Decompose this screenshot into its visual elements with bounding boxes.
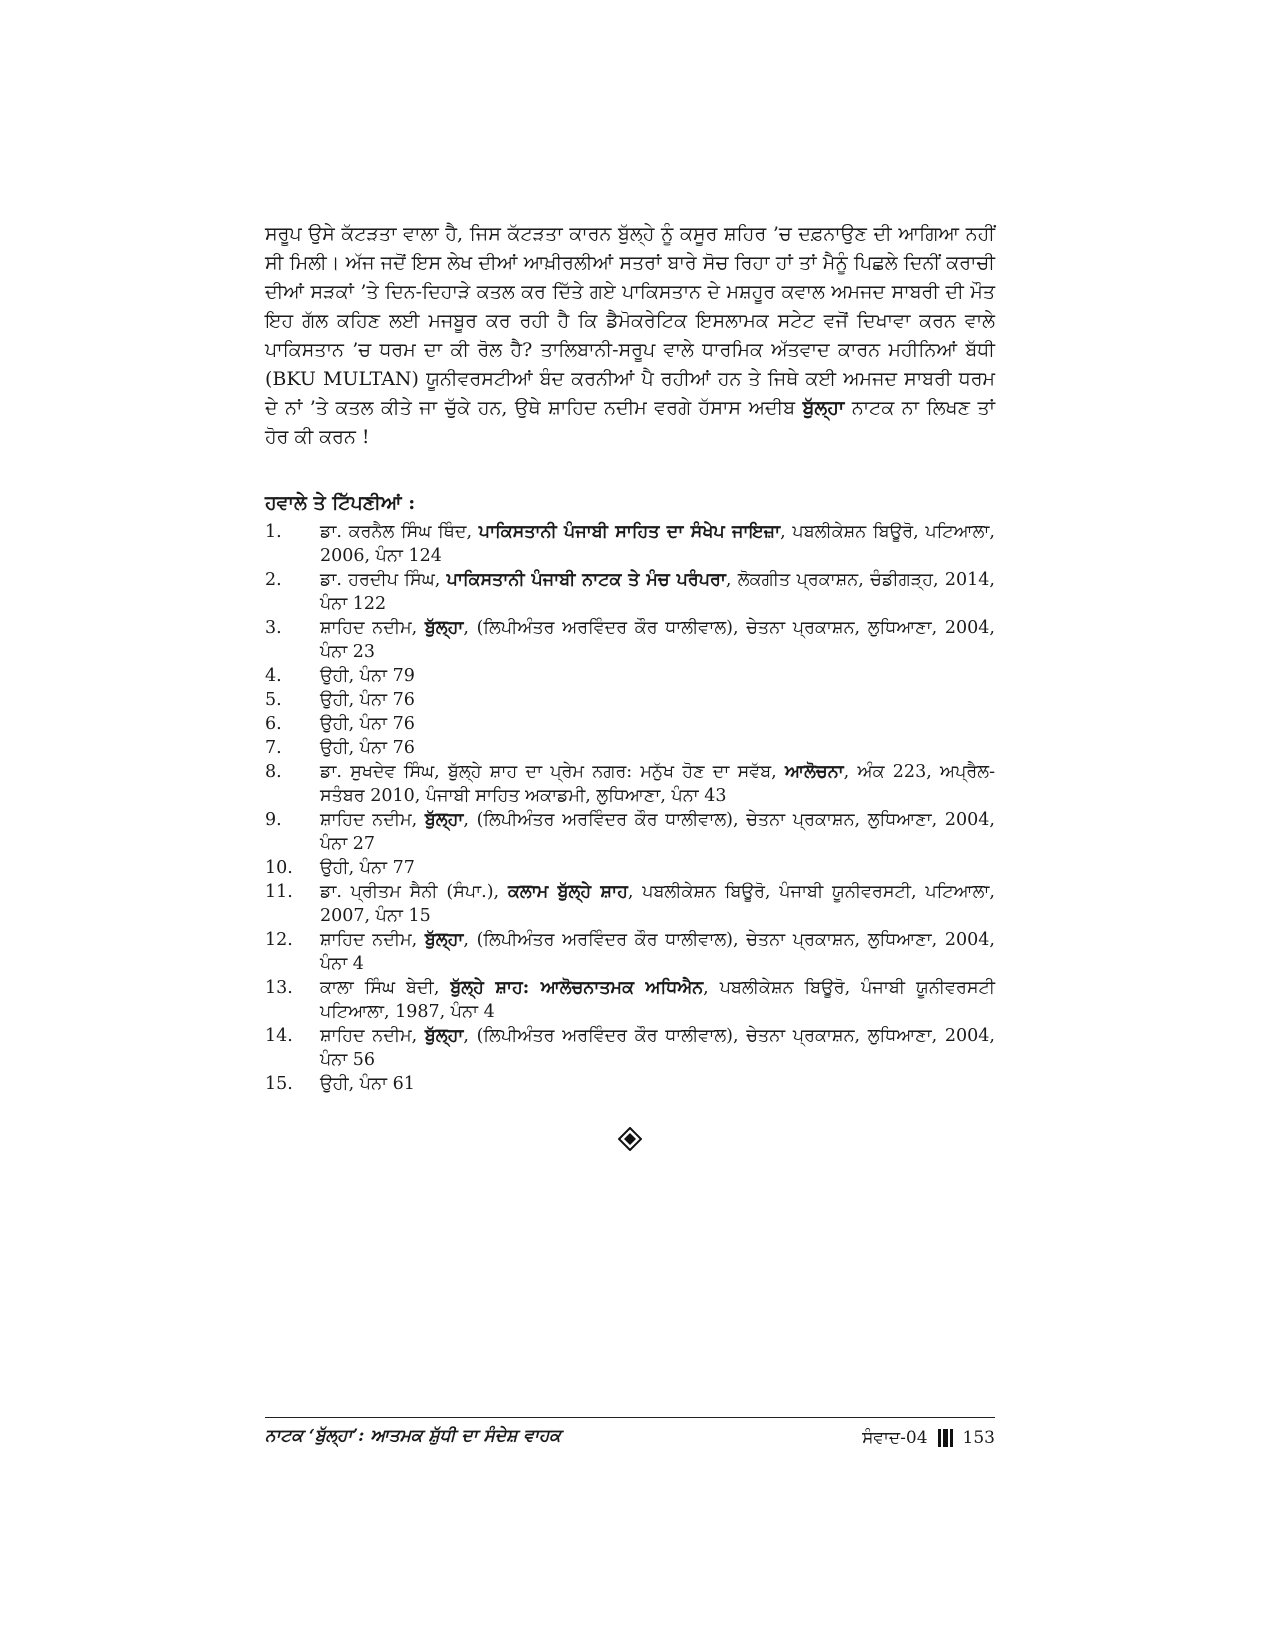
diamond-ornament-icon — [618, 1127, 642, 1151]
reference-item — [265, 856, 995, 880]
reference-text-post: , ਪਬਲੀਕੇਸ਼ਨ ਬਿਊਰੋ, ਪਟਿਆਲਾ, 2006, ਪੰਨਾ 124 — [320, 522, 995, 566]
reference-title-bold: ਬੁੱਲ੍ਹਾ — [424, 1026, 464, 1046]
reference-text-post: , ਅੰਕ 223, ਅਪ੍ਰੈਲ-ਸਤੰਬਰ 2010, ਪੰਜਾਬੀ ਸਾਹਿਤ ਅਕਾਡਮੀ, ਲੁਧਿਆਣਾ, ਪੰਨਾ 43 — [320, 762, 995, 806]
vertical-bars-icon — [938, 1429, 953, 1447]
reference-number: 12. — [265, 930, 293, 950]
page-number: 153 — [962, 1428, 995, 1448]
reference-text — [320, 736, 995, 760]
reference-number: 8. — [265, 762, 282, 782]
reference-number: 14. — [265, 1026, 293, 1046]
body-text-start: ਸਰੂਪ ਉਸੇ ਕੱਟੜਤਾ ਵਾਲਾ ਹੈ, ਜਿਸ ਕੱਟੜਤਾ ਕਾਰਨ ਬੁੱਲ੍ਹੇ ਨੂੰ ਕਸੂਰ ਸ਼ਹਿਰ ’ਚ ਦਫ਼ਨਾਉਣ ਦੀ ਆਗਿਆ ਨਹੀਂ ਸੀ ਮਿਲੀ। ਅੱਜ ਜਦੋਂ ਇਸ ਲੇਖ ਦੀਆਂ ਆਖ਼ੀਰਲੀਆਂ ਸਤਰਾਂ ਬਾਰੇ ਸੋਚ ਰਿਹਾ ਹਾਂ ਤਾਂ ਮੈਨੂੰ ਪਿਛਲੇ ਦਿਨੀਂ ਕਰਾਚੀ ਦੀਆਂ ਸੜਕਾਂ ’ਤੇ ਦਿਨ-ਦਿਹਾੜੇ ਕਤਲ ਕਰ ਦਿੱਤੇ ਗਏ ਪਾਕਿਸਤਾਨ ਦੇ ਮਸ਼ਹੂਰ ਕਵਾਲ ਅਮਜਦ ਸਾਬਰੀ ਦੀ ਮੌਤ ਇਹ ਗੱਲ ਕਹਿਣ ਲਈ ਮਜਬੂਰ ਕਰ ਰਹੀ ਹੈ ਕਿ ਡੈਮੋਕਰੇਟਿਕ ਇਸਲਾਮਕ ਸਟੇਟ ਵਜੋਂ ਦਿਖਾਵਾ ਕਰਨ ਵਾਲੇ ਪਾਕਿਸਤਾਨ ’ਚ ਧਰਮ ਦਾ ਕੀ ਰੋਲ ਹੈ? ਤਾਲਿਬਾਨੀ-ਸਰੂਪ ਵਾਲੇ ਧਾਰਮਿਕ ਅੱਤਵਾਦ ਕਾਰਨ ਮਹੀਨਿਆਂ ਬੱਧੀ (BKU MULTAN) ਯੂਨੀਵਰਸਟੀਆਂ ਬੰਦ ਕਰਨੀਆਂ ਪੈ ਰਹੀਆਂ ਹਨ ਤੇ ਜਿਥੇ ਕਈ ਅਮਜਦ ਸਾਬਰੀ ਧਰਮ ਦੇ ਨਾਂ ’ਤੇ ਕਤਲ ਕੀਤੇ ਜਾ ਚੁੱਕੇ ਹਨ, ਉਥੇ ਸ਼ਾਹਿਦ ਨਦੀਮ ਵਰਗੇ ਹੱਸਾਸ ਅਦੀਬ — [265, 223, 995, 419]
reference-title-bold: ਬੁੱਲ੍ਹਾ — [424, 618, 464, 638]
reference-item — [265, 520, 995, 568]
reference-text-pre: ਡਾ. ਹਰਦੀਪ ਸਿੰਘ, — [320, 570, 447, 590]
body-paragraph — [265, 220, 995, 452]
reference-text — [320, 664, 995, 688]
reference-item — [265, 736, 995, 760]
reference-text-post: , ਲੋਕਗੀਤ ਪ੍ਰਕਾਸ਼ਨ, ਚੰਡੀਗੜ੍ਹ, 2014, ਪੰਨਾ 122 — [320, 570, 995, 614]
body-text-bold-title: ਬੁੱਲ੍ਹਾ — [802, 397, 845, 419]
reference-text-post: , ਪਬਲੀਕੇਸ਼ਨ ਬਿਊਰੋ, ਪੰਜਾਬੀ ਯੂਨੀਵਰਸਟੀ ਪਟਿਆਲਾ, 1987, ਪੰਨਾ 4 — [320, 978, 996, 1022]
reference-text-post: , (ਲਿਪੀਅੰਤਰ ਅਰਵਿੰਦਰ ਕੌਰ ਧਾਲੀਵਾਲ), ਚੇਤਨਾ ਪ੍ਰਕਾਸ਼ਨ, ਲੁਧਿਆਣਾ, 2004, ਪੰਨਾ 23 — [320, 618, 995, 662]
reference-number: 15. — [265, 1074, 293, 1094]
reference-item — [265, 928, 995, 976]
reference-title-bold: ਬੁੱਲ੍ਹਾ — [424, 930, 464, 950]
reference-text-pre: ਉਹੀ, ਪੰਨਾ 76 — [320, 690, 415, 710]
footer-rule — [265, 1417, 995, 1418]
reference-item — [265, 712, 995, 736]
journal-name: ਸੰਵਾਦ-04 — [862, 1428, 928, 1448]
footer-running-title: ਨਾਟਕ ‘ਬੁੱਲ੍ਹਾ’: ਆਤਮਕ ਸ਼ੁੱਧੀ ਦਾ ਸੰਦੇਸ਼ ਵਾਹਕ — [265, 1426, 561, 1446]
reference-number: 3. — [265, 618, 282, 638]
reference-number: 11. — [265, 882, 293, 902]
reference-text — [320, 1024, 995, 1072]
reference-number: 6. — [265, 714, 282, 734]
reference-item — [265, 1072, 995, 1096]
reference-text — [320, 568, 995, 616]
body-text-end: ਨਾਟਕ ਨਾ ਲਿਖਣ ਤਾਂ ਹੋਰ ਕੀ ਕਰਨ ! — [265, 397, 995, 448]
reference-title-bold: ਪਾਕਿਸਤਾਨੀ ਪੰਜਾਬੀ ਨਾਟਕ ਤੇ ਮੰਚ ਪਰੰਪਰਾ — [446, 570, 726, 590]
reference-item — [265, 616, 995, 664]
reference-number: 10. — [265, 858, 293, 878]
reference-text — [320, 520, 995, 568]
reference-text-pre: ਉਹੀ, ਪੰਨਾ 61 — [320, 1074, 415, 1094]
reference-text-pre: ਸ਼ਾਹਿਦ ਨਦੀਮ, — [320, 1026, 425, 1046]
reference-text-pre: ਸ਼ਾਹਿਦ ਨਦੀਮ, — [320, 618, 425, 638]
reference-item — [265, 808, 995, 856]
reference-text — [320, 808, 995, 856]
reference-text-post: , (ਲਿਪੀਅੰਤਰ ਅਰਵਿੰਦਰ ਕੌਰ ਧਾਲੀਵਾਲ), ਚੇਤਨਾ ਪ੍ਰਕਾਸ਼ਨ, ਲੁਧਿਆਣਾ, 2004, ਪੰਨਾ 56 — [320, 1026, 995, 1070]
reference-text-pre: ਡਾ. ਪ੍ਰੀਤਮ ਸੈਨੀ (ਸੰਪਾ.), — [320, 882, 508, 902]
reference-text-pre: ਡਾ. ਕਰਨੈਲ ਸਿੰਘ ਥਿੰਦ, — [320, 522, 479, 542]
reference-title-bold: ਪਾਕਿਸਤਾਨੀ ਪੰਜਾਬੀ ਸਾਹਿਤ ਦਾ ਸੰਖੇਪ ਜਾਇਜ਼ਾ — [478, 522, 781, 542]
reference-number: 13. — [265, 978, 293, 998]
references-list — [265, 520, 995, 1096]
reference-text-post: , (ਲਿਪੀਅੰਤਰ ਅਰਵਿੰਦਰ ਕੌਰ ਧਾਲੀਵਾਲ), ਚੇਤਨਾ ਪ੍ਰਕਾਸ਼ਨ, ਲੁਧਿਆਣਾ, 2004, ਪੰਨਾ 27 — [320, 810, 995, 854]
reference-text-pre: ਉਹੀ, ਪੰਨਾ 77 — [320, 858, 415, 878]
reference-number: 9. — [265, 810, 282, 830]
reference-item — [265, 760, 995, 808]
reference-number: 7. — [265, 738, 282, 758]
reference-text — [320, 928, 995, 976]
footer-folio — [862, 1428, 995, 1448]
reference-text-pre: ਕਾਲਾ ਸਿੰਘ ਬੇਦੀ, — [320, 978, 451, 998]
reference-text — [320, 688, 995, 712]
reference-text-pre: ਸ਼ਾਹਿਦ ਨਦੀਮ, — [320, 930, 425, 950]
reference-text-pre: ਉਹੀ, ਪੰਨਾ 79 — [320, 666, 415, 686]
references-heading: ਹਵਾਲੇ ਤੇ ਟਿੱਪਣੀਆਂ : — [265, 492, 416, 514]
reference-text — [320, 976, 995, 1024]
reference-text-post: , ਪਬਲੀਕੇਸ਼ਨ ਬਿਊਰੋ, ਪੰਜਾਬੀ ਯੂਨੀਵਰਸਟੀ, ਪਟਿਆਲਾ, 2007, ਪੰਨਾ 15 — [320, 882, 995, 926]
reference-item — [265, 664, 995, 688]
reference-text — [320, 880, 995, 928]
reference-title-bold: ਬੁੱਲ੍ਹਾ — [424, 810, 464, 830]
reference-text — [320, 760, 995, 808]
reference-number: 2. — [265, 570, 282, 590]
reference-text-pre: ਸ਼ਾਹਿਦ ਨਦੀਮ, — [320, 810, 425, 830]
reference-text-pre: ਉਹੀ, ਪੰਨਾ 76 — [320, 714, 415, 734]
reference-title-bold: ਆਲੋਚਨਾ — [785, 762, 844, 782]
reference-text-pre: ਉਹੀ, ਪੰਨਾ 76 — [320, 738, 415, 758]
reference-number: 1. — [265, 522, 282, 542]
reference-text — [320, 616, 995, 664]
reference-text — [320, 1072, 995, 1096]
reference-text — [320, 712, 995, 736]
reference-number: 4. — [265, 666, 282, 686]
reference-item — [265, 976, 995, 1024]
reference-number: 5. — [265, 690, 282, 710]
reference-item — [265, 688, 995, 712]
reference-item — [265, 1024, 995, 1072]
reference-item — [265, 880, 995, 928]
reference-title-bold: ਬੁੱਲ੍ਹੇ ਸ਼ਾਹ: ਆਲੋਚਨਾਤਮਕ ਅਧਿਐਨ — [450, 978, 704, 998]
reference-text-post: , (ਲਿਪੀਅੰਤਰ ਅਰਵਿੰਦਰ ਕੌਰ ਧਾਲੀਵਾਲ), ਚੇਤਨਾ ਪ੍ਰਕਾਸ਼ਨ, ਲੁਧਿਆਣਾ, 2004, ਪੰਨਾ 4 — [320, 930, 995, 974]
reference-text-pre: ਡਾ. ਸੁਖਦੇਵ ਸਿੰਘ, ਬੁੱਲ੍ਹੇ ਸ਼ਾਹ ਦਾ ਪ੍ਰੇਮ ਨਗਰ: ਮਨੁੱਖ ਹੋਣ ਦਾ ਸਵੱਬ, — [320, 762, 786, 782]
reference-title-bold: ਕਲਾਮ ਬੁੱਲ੍ਹੇ ਸ਼ਾਹ — [507, 882, 628, 902]
reference-item — [265, 568, 995, 616]
reference-text — [320, 856, 995, 880]
